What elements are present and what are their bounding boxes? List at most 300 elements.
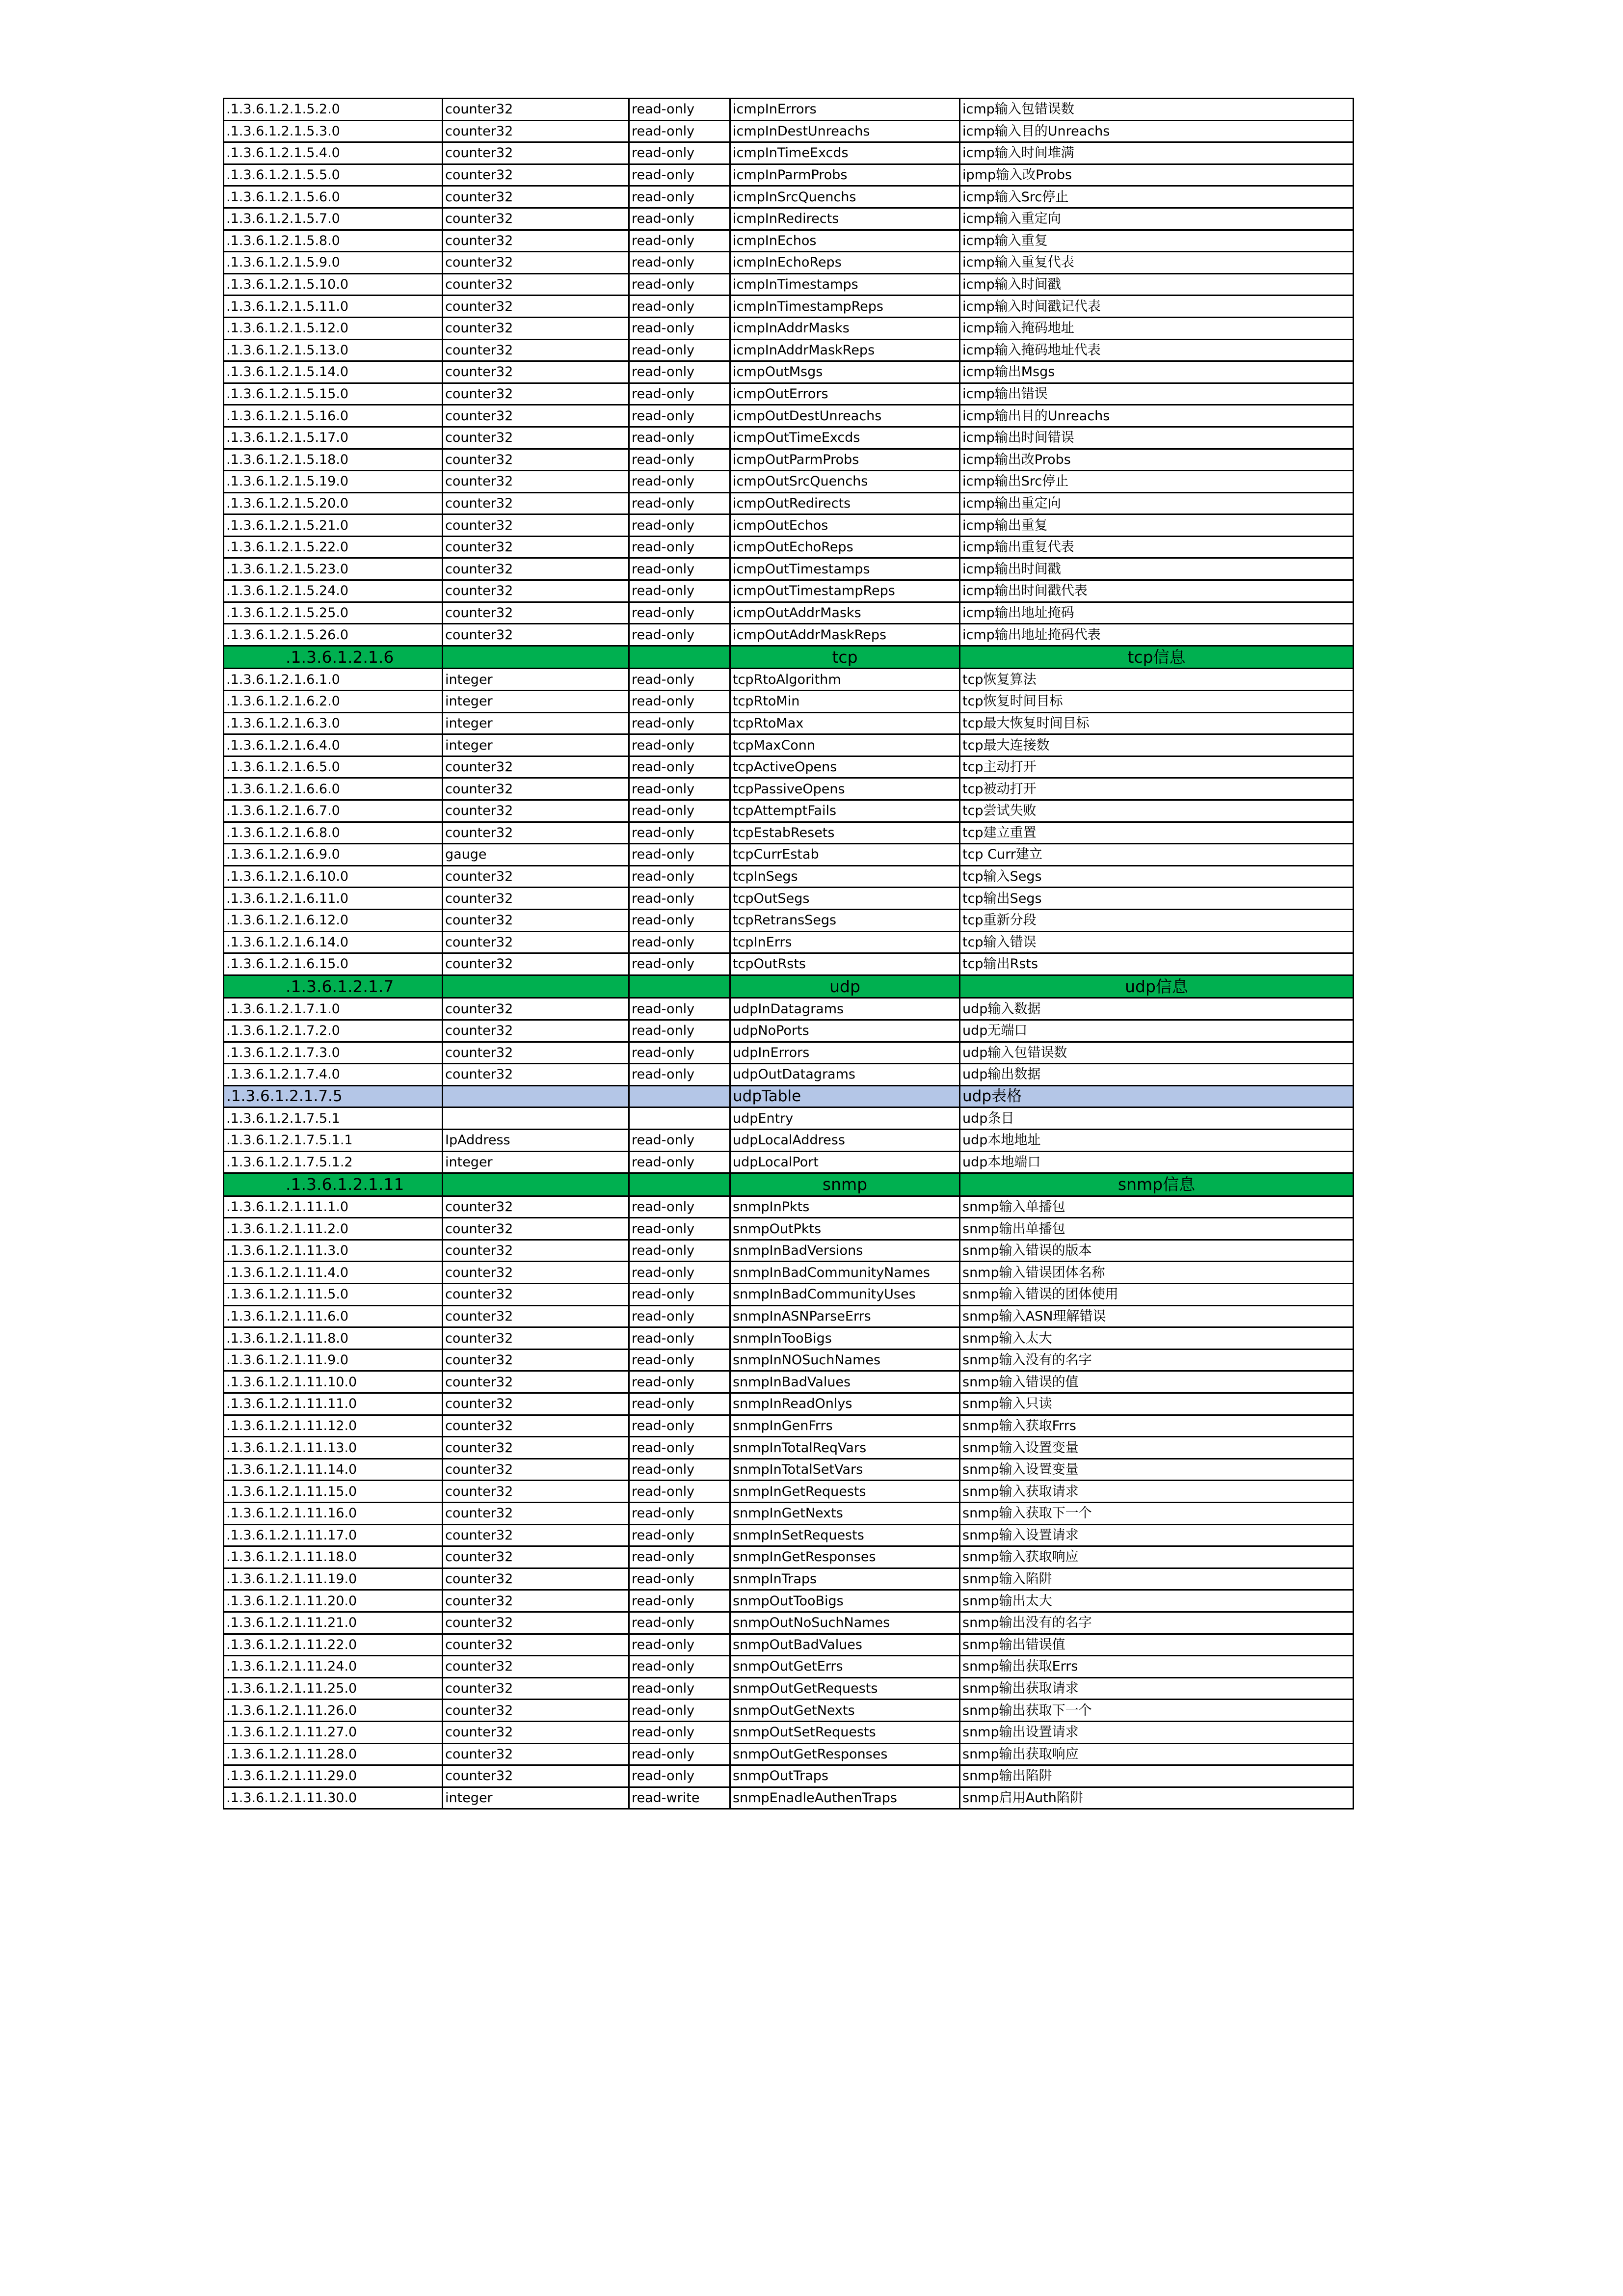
access-cell: read-only: [629, 822, 730, 844]
object-name-cell: icmpInSrcQuenchs: [730, 186, 960, 208]
access-cell: read-only: [629, 186, 730, 208]
description-cell: icmp输出重复: [960, 514, 1354, 537]
object-name-cell: snmpInReadOnlys: [730, 1393, 960, 1415]
description-cell: tcp恢复时间目标: [960, 691, 1354, 713]
object-name-cell: snmpOutBadValues: [730, 1634, 960, 1656]
access-cell: read-only: [629, 1700, 730, 1722]
description-cell: icmp输入时间戳记代表: [960, 296, 1354, 318]
type-cell: counter32: [443, 1042, 629, 1064]
access-cell: read-only: [629, 1721, 730, 1743]
oid-cell: .1.3.6.1.2.1.5.4.0: [224, 142, 443, 164]
type-cell: counter32: [443, 536, 629, 558]
access-cell: read-only: [629, 1415, 730, 1437]
oid-cell: .1.3.6.1.2.1.6.12.0: [224, 909, 443, 931]
table-row: [224, 1284, 1354, 1306]
description-cell: snmp输出获取下一个: [960, 1700, 1354, 1722]
object-name-cell: snmpInTooBigs: [730, 1327, 960, 1350]
object-name-cell: tcpEstabResets: [730, 822, 960, 844]
access-cell: read-only: [629, 1284, 730, 1306]
table-row: [224, 1481, 1354, 1503]
object-name-cell: udpEntry: [730, 1107, 960, 1130]
table-row: [224, 1590, 1354, 1612]
table-row: [224, 449, 1354, 471]
table-row: [224, 1459, 1354, 1481]
description-cell: icmp输出地址掩码代表: [960, 624, 1354, 646]
type-cell: counter32: [443, 361, 629, 383]
table-row: [224, 252, 1354, 274]
type-cell: counter32: [443, 558, 629, 580]
description-cell: snmp输入获取Frrs: [960, 1415, 1354, 1437]
access-cell: read-only: [629, 800, 730, 822]
type-cell: counter32: [443, 142, 629, 164]
table-row: [224, 317, 1354, 339]
description-cell: icmp输入目的Unreachs: [960, 120, 1354, 142]
object-name-cell: icmpOutAddrMaskReps: [730, 624, 960, 646]
table-row: [224, 844, 1354, 866]
oid-cell: .1.3.6.1.2.1.11.15.0: [224, 1481, 443, 1503]
description-cell: snmp输入错误的团体使用: [960, 1284, 1354, 1306]
type-cell: counter32: [443, 800, 629, 822]
object-name-cell: icmpOutTimeExcds: [730, 427, 960, 449]
type-cell: [443, 975, 629, 998]
object-name-cell: icmpOutTimestampReps: [730, 580, 960, 602]
access-cell: read-only: [629, 909, 730, 931]
oid-cell: .1.3.6.1.2.1.11.22.0: [224, 1634, 443, 1656]
type-cell: counter32: [443, 252, 629, 274]
oid-cell: .1.3.6.1.2.1.11.29.0: [224, 1765, 443, 1787]
object-name-cell: icmpOutSrcQuenchs: [730, 471, 960, 493]
description-cell: tcp Curr建立: [960, 844, 1354, 866]
oid-cell: .1.3.6.1.2.1.5.17.0: [224, 427, 443, 449]
access-cell: read-only: [629, 208, 730, 230]
access-cell: read-only: [629, 1240, 730, 1262]
mib-oid-table: [223, 98, 1354, 1810]
object-name-cell: udpInDatagrams: [730, 998, 960, 1020]
access-cell: read-only: [629, 273, 730, 296]
oid-cell: .1.3.6.1.2.1.11.14.0: [224, 1459, 443, 1481]
table-row: [224, 1568, 1354, 1590]
oid-cell: .1.3.6.1.2.1.6.1.0: [224, 669, 443, 691]
access-cell: read-only: [629, 1590, 730, 1612]
description-cell: icmp输出重定向: [960, 492, 1354, 514]
description-cell: snmp输出没有的名字: [960, 1612, 1354, 1634]
type-cell: counter32: [443, 449, 629, 471]
type-cell: counter32: [443, 514, 629, 537]
type-cell: integer: [443, 691, 629, 713]
object-name-cell: tcpRtoMax: [730, 712, 960, 734]
oid-cell: .1.3.6.1.2.1.5.5.0: [224, 164, 443, 186]
description-cell: icmp输入时间戳: [960, 273, 1354, 296]
object-name-cell: tcpRetransSegs: [730, 909, 960, 931]
object-name-cell: tcp: [730, 646, 960, 669]
type-cell: counter32: [443, 1327, 629, 1350]
description-cell: snmp输入错误的版本: [960, 1240, 1354, 1262]
description-cell: icmp输入Src停止: [960, 186, 1354, 208]
table-row: [224, 1151, 1354, 1173]
oid-cell: .1.3.6.1.2.1.6.6.0: [224, 778, 443, 800]
description-cell: snmp输入没有的名字: [960, 1349, 1354, 1371]
oid-cell: .1.3.6.1.2.1.5.24.0: [224, 580, 443, 602]
access-cell: read-only: [629, 536, 730, 558]
oid-cell: .1.3.6.1.2.1.11.10.0: [224, 1371, 443, 1393]
oid-cell: .1.3.6.1.2.1.11.26.0: [224, 1700, 443, 1722]
oid-cell: .1.3.6.1.2.1.7.5.1.1: [224, 1129, 443, 1151]
table-row: [224, 339, 1354, 361]
oid-cell: .1.3.6.1.2.1.11.8.0: [224, 1327, 443, 1350]
access-cell: read-only: [629, 1151, 730, 1173]
oid-cell: .1.3.6.1.2.1.5.23.0: [224, 558, 443, 580]
object-name-cell: snmpInGetRequests: [730, 1481, 960, 1503]
description-cell: tcp恢复算法: [960, 669, 1354, 691]
access-cell: read-only: [629, 1459, 730, 1481]
object-name-cell: snmpOutSetRequests: [730, 1721, 960, 1743]
table-row: [224, 405, 1354, 427]
oid-cell: .1.3.6.1.2.1.11.12.0: [224, 1415, 443, 1437]
access-cell: read-only: [629, 164, 730, 186]
description-cell: icmp输出时间戳代表: [960, 580, 1354, 602]
object-name-cell: snmpInSetRequests: [730, 1524, 960, 1546]
access-cell: read-only: [629, 1546, 730, 1568]
access-cell: [629, 1173, 730, 1196]
description-cell: icmp输入掩码地址: [960, 317, 1354, 339]
description-cell: udp条目: [960, 1107, 1354, 1130]
access-cell: read-only: [629, 1743, 730, 1765]
table-row: [224, 208, 1354, 230]
description-cell: icmp输出错误: [960, 383, 1354, 405]
type-cell: [443, 1173, 629, 1196]
type-cell: counter32: [443, 120, 629, 142]
type-cell: counter32: [443, 1305, 629, 1327]
oid-cell: .1.3.6.1.2.1.11.11.0: [224, 1393, 443, 1415]
oid-cell: .1.3.6.1.2.1.11.20.0: [224, 1590, 443, 1612]
oid-cell: .1.3.6.1.2.1.11.9.0: [224, 1349, 443, 1371]
object-name-cell: snmpInPkts: [730, 1196, 960, 1218]
oid-cell: .1.3.6.1.2.1.5.22.0: [224, 536, 443, 558]
type-cell: counter32: [443, 471, 629, 493]
access-cell: read-only: [629, 1327, 730, 1350]
mib-oid-table-body: [224, 99, 1354, 1809]
description-cell: snmp输入设置变量: [960, 1437, 1354, 1459]
object-name-cell: icmpInEchos: [730, 230, 960, 252]
object-name-cell: snmpOutTooBigs: [730, 1590, 960, 1612]
oid-cell: .1.3.6.1.2.1.5.13.0: [224, 339, 443, 361]
type-cell: counter32: [443, 865, 629, 888]
oid-cell: .1.3.6.1.2.1.5.8.0: [224, 230, 443, 252]
object-name-cell: icmpInDestUnreachs: [730, 120, 960, 142]
object-name-cell: snmpInGenFrrs: [730, 1415, 960, 1437]
object-name-cell: icmpInTimestamps: [730, 273, 960, 296]
access-cell: read-only: [629, 888, 730, 910]
access-cell: read-only: [629, 778, 730, 800]
description-cell: snmp输入获取响应: [960, 1546, 1354, 1568]
table-row: [224, 230, 1354, 252]
object-name-cell: icmpInAddrMasks: [730, 317, 960, 339]
oid-cell: .1.3.6.1.2.1.6.15.0: [224, 953, 443, 975]
object-name-cell: udpInErrors: [730, 1042, 960, 1064]
description-cell: udp本地地址: [960, 1129, 1354, 1151]
access-cell: read-write: [629, 1787, 730, 1809]
object-name-cell: udpOutDatagrams: [730, 1064, 960, 1086]
table-row: [224, 1129, 1354, 1151]
oid-cell: .1.3.6.1.2.1.7.4.0: [224, 1064, 443, 1086]
oid-cell: .1.3.6.1.2.1.7.3.0: [224, 1042, 443, 1064]
description-cell: icmp输出目的Unreachs: [960, 405, 1354, 427]
oid-cell: .1.3.6.1.2.1.5.25.0: [224, 602, 443, 624]
type-cell: counter32: [443, 1546, 629, 1568]
type-cell: counter32: [443, 99, 629, 121]
object-name-cell: snmp: [730, 1173, 960, 1196]
description-cell: snmp输入只读: [960, 1393, 1354, 1415]
oid-cell: .1.3.6.1.2.1.5.19.0: [224, 471, 443, 493]
section-header-row: [224, 1173, 1354, 1196]
table-row: [224, 1196, 1354, 1218]
oid-cell: .1.3.6.1.2.1.6.8.0: [224, 822, 443, 844]
oid-cell: .1.3.6.1.2.1.11.5.0: [224, 1284, 443, 1306]
type-cell: counter32: [443, 164, 629, 186]
type-cell: IpAddress: [443, 1129, 629, 1151]
oid-cell: .1.3.6.1.2.1.5.20.0: [224, 492, 443, 514]
description-cell: snmp输入设置请求: [960, 1524, 1354, 1546]
access-cell: read-only: [629, 1524, 730, 1546]
access-cell: read-only: [629, 953, 730, 975]
object-name-cell: icmpInAddrMaskReps: [730, 339, 960, 361]
table-row: [224, 427, 1354, 449]
object-name-cell: snmpOutGetRequests: [730, 1677, 960, 1700]
type-cell: integer: [443, 669, 629, 691]
table-row: [224, 580, 1354, 602]
type-cell: counter32: [443, 1524, 629, 1546]
type-cell: counter32: [443, 1437, 629, 1459]
type-cell: counter32: [443, 1459, 629, 1481]
table-row: [224, 1612, 1354, 1634]
access-cell: read-only: [629, 1656, 730, 1678]
description-cell: snmp输入ASN理解错误: [960, 1305, 1354, 1327]
access-cell: read-only: [629, 734, 730, 756]
access-cell: read-only: [629, 1262, 730, 1284]
table-row: [224, 734, 1354, 756]
type-cell: counter32: [443, 1284, 629, 1306]
access-cell: read-only: [629, 296, 730, 318]
oid-cell: .1.3.6.1.2.1.5.18.0: [224, 449, 443, 471]
oid-cell: .1.3.6.1.2.1.7.5.1: [224, 1107, 443, 1130]
table-row: [224, 1546, 1354, 1568]
table-row: [224, 1107, 1354, 1130]
table-row: [224, 624, 1354, 646]
oid-cell: .1.3.6.1.2.1.11.13.0: [224, 1437, 443, 1459]
description-cell: snmp输出获取Errs: [960, 1656, 1354, 1678]
access-cell: read-only: [629, 1481, 730, 1503]
object-name-cell: snmpOutTraps: [730, 1765, 960, 1787]
oid-cell: .1.3.6.1.2.1.5.7.0: [224, 208, 443, 230]
object-name-cell: tcpRtoMin: [730, 691, 960, 713]
description-cell: tcp信息: [960, 646, 1354, 669]
oid-cell: .1.3.6.1.2.1.5.14.0: [224, 361, 443, 383]
object-name-cell: snmpInTotalSetVars: [730, 1459, 960, 1481]
description-cell: udp表格: [960, 1085, 1354, 1107]
table-row: [224, 361, 1354, 383]
type-cell: integer: [443, 1151, 629, 1173]
type-cell: counter32: [443, 1240, 629, 1262]
description-cell: icmp输出重复代表: [960, 536, 1354, 558]
object-name-cell: icmpInErrors: [730, 99, 960, 121]
type-cell: counter32: [443, 186, 629, 208]
table-row: [224, 822, 1354, 844]
description-cell: snmp信息: [960, 1173, 1354, 1196]
oid-cell: .1.3.6.1.2.1.6.2.0: [224, 691, 443, 713]
object-name-cell: icmpInEchoReps: [730, 252, 960, 274]
table-row: [224, 1743, 1354, 1765]
type-cell: counter32: [443, 1196, 629, 1218]
description-cell: icmp输入重复代表: [960, 252, 1354, 274]
object-name-cell: tcpPassiveOpens: [730, 778, 960, 800]
object-name-cell: snmpInGetNexts: [730, 1503, 960, 1525]
access-cell: read-only: [629, 1568, 730, 1590]
access-cell: read-only: [629, 1218, 730, 1240]
table-row: [224, 536, 1354, 558]
description-cell: icmp输入掩码地址代表: [960, 339, 1354, 361]
description-cell: icmp输出Src停止: [960, 471, 1354, 493]
access-cell: read-only: [629, 142, 730, 164]
table-row: [224, 514, 1354, 537]
type-cell: integer: [443, 712, 629, 734]
access-cell: read-only: [629, 361, 730, 383]
object-name-cell: snmpInTotalReqVars: [730, 1437, 960, 1459]
object-name-cell: udpNoPorts: [730, 1020, 960, 1042]
oid-cell: .1.3.6.1.2.1.11.16.0: [224, 1503, 443, 1525]
object-name-cell: snmpOutGetResponses: [730, 1743, 960, 1765]
description-cell: udp无端口: [960, 1020, 1354, 1042]
oid-cell: .1.3.6.1.2.1.11.17.0: [224, 1524, 443, 1546]
table-row: [224, 756, 1354, 778]
type-cell: [443, 1107, 629, 1130]
access-cell: read-only: [629, 558, 730, 580]
section-header-row: [224, 975, 1354, 998]
description-cell: snmp输出获取响应: [960, 1743, 1354, 1765]
object-name-cell: snmpInASNParseErrs: [730, 1305, 960, 1327]
object-name-cell: udpLocalAddress: [730, 1129, 960, 1151]
object-name-cell: icmpOutErrors: [730, 383, 960, 405]
type-cell: counter32: [443, 1634, 629, 1656]
oid-cell: .1.3.6.1.2.1.11.1.0: [224, 1196, 443, 1218]
description-cell: tcp被动打开: [960, 778, 1354, 800]
description-cell: udp信息: [960, 975, 1354, 998]
object-name-cell: tcpInSegs: [730, 865, 960, 888]
oid-cell: .1.3.6.1.2.1.11.2.0: [224, 1218, 443, 1240]
access-cell: read-only: [629, 1196, 730, 1218]
object-name-cell: snmpInGetResponses: [730, 1546, 960, 1568]
object-name-cell: snmpEnadleAuthenTraps: [730, 1787, 960, 1809]
description-cell: snmp输入获取请求: [960, 1481, 1354, 1503]
access-cell: [629, 1085, 730, 1107]
table-row: [224, 142, 1354, 164]
description-cell: icmp输入时间堆满: [960, 142, 1354, 164]
object-name-cell: tcpAttemptFails: [730, 800, 960, 822]
type-cell: counter32: [443, 756, 629, 778]
oid-cell: .1.3.6.1.2.1.5.21.0: [224, 514, 443, 537]
oid-cell: .1.3.6.1.2.1.11: [224, 1173, 443, 1196]
description-cell: ipmp输入改Probs: [960, 164, 1354, 186]
access-cell: read-only: [629, 865, 730, 888]
description-cell: snmp输出获取请求: [960, 1677, 1354, 1700]
description-cell: tcp输入错误: [960, 931, 1354, 953]
type-cell: counter32: [443, 1415, 629, 1437]
object-name-cell: tcpCurrEstab: [730, 844, 960, 866]
access-cell: read-only: [629, 602, 730, 624]
object-name-cell: icmpInParmProbs: [730, 164, 960, 186]
oid-cell: .1.3.6.1.2.1.6.14.0: [224, 931, 443, 953]
description-cell: icmp输入重定向: [960, 208, 1354, 230]
access-cell: read-only: [629, 998, 730, 1020]
description-cell: icmp输入重复: [960, 230, 1354, 252]
object-name-cell: snmpOutPkts: [730, 1218, 960, 1240]
oid-cell: .1.3.6.1.2.1.7.5: [224, 1085, 443, 1107]
oid-cell: .1.3.6.1.2.1.11.4.0: [224, 1262, 443, 1284]
oid-cell: .1.3.6.1.2.1.5.6.0: [224, 186, 443, 208]
access-cell: read-only: [629, 1349, 730, 1371]
oid-cell: .1.3.6.1.2.1.11.6.0: [224, 1305, 443, 1327]
object-name-cell: icmpOutMsgs: [730, 361, 960, 383]
object-name-cell: icmpInTimeExcds: [730, 142, 960, 164]
access-cell: read-only: [629, 1371, 730, 1393]
type-cell: counter32: [443, 1218, 629, 1240]
object-name-cell: snmpInNOSuchNames: [730, 1349, 960, 1371]
table-row: [224, 1240, 1354, 1262]
object-name-cell: icmpOutRedirects: [730, 492, 960, 514]
object-name-cell: icmpOutEchoReps: [730, 536, 960, 558]
object-name-cell: udpTable: [730, 1085, 960, 1107]
type-cell: counter32: [443, 383, 629, 405]
type-cell: counter32: [443, 931, 629, 953]
table-row: [224, 1787, 1354, 1809]
table-row: [224, 186, 1354, 208]
description-cell: tcp输入Segs: [960, 865, 1354, 888]
access-cell: read-only: [629, 844, 730, 866]
table-row: [224, 778, 1354, 800]
access-cell: read-only: [629, 756, 730, 778]
type-cell: counter32: [443, 1612, 629, 1634]
table-row: [224, 1415, 1354, 1437]
oid-cell: .1.3.6.1.2.1.7: [224, 975, 443, 998]
oid-cell: .1.3.6.1.2.1.11.24.0: [224, 1656, 443, 1678]
description-cell: snmp输入错误团体名称: [960, 1262, 1354, 1284]
table-row: [224, 953, 1354, 975]
description-cell: snmp输入单播包: [960, 1196, 1354, 1218]
access-cell: read-only: [629, 99, 730, 121]
type-cell: counter32: [443, 1743, 629, 1765]
access-cell: read-only: [629, 383, 730, 405]
oid-cell: .1.3.6.1.2.1.5.3.0: [224, 120, 443, 142]
type-cell: counter32: [443, 1371, 629, 1393]
type-cell: counter32: [443, 1590, 629, 1612]
table-row: [224, 1765, 1354, 1787]
oid-cell: .1.3.6.1.2.1.11.30.0: [224, 1787, 443, 1809]
access-cell: read-only: [629, 317, 730, 339]
type-cell: gauge: [443, 844, 629, 866]
type-cell: integer: [443, 734, 629, 756]
access-cell: read-only: [629, 405, 730, 427]
type-cell: counter32: [443, 492, 629, 514]
object-name-cell: udpLocalPort: [730, 1151, 960, 1173]
access-cell: read-only: [629, 1503, 730, 1525]
object-name-cell: icmpOutTimestamps: [730, 558, 960, 580]
table-row: [224, 492, 1354, 514]
oid-cell: .1.3.6.1.2.1.11.27.0: [224, 1721, 443, 1743]
access-cell: read-only: [629, 580, 730, 602]
oid-cell: .1.3.6.1.2.1.6.11.0: [224, 888, 443, 910]
table-row: [224, 120, 1354, 142]
access-cell: read-only: [629, 712, 730, 734]
description-cell: tcp主动打开: [960, 756, 1354, 778]
